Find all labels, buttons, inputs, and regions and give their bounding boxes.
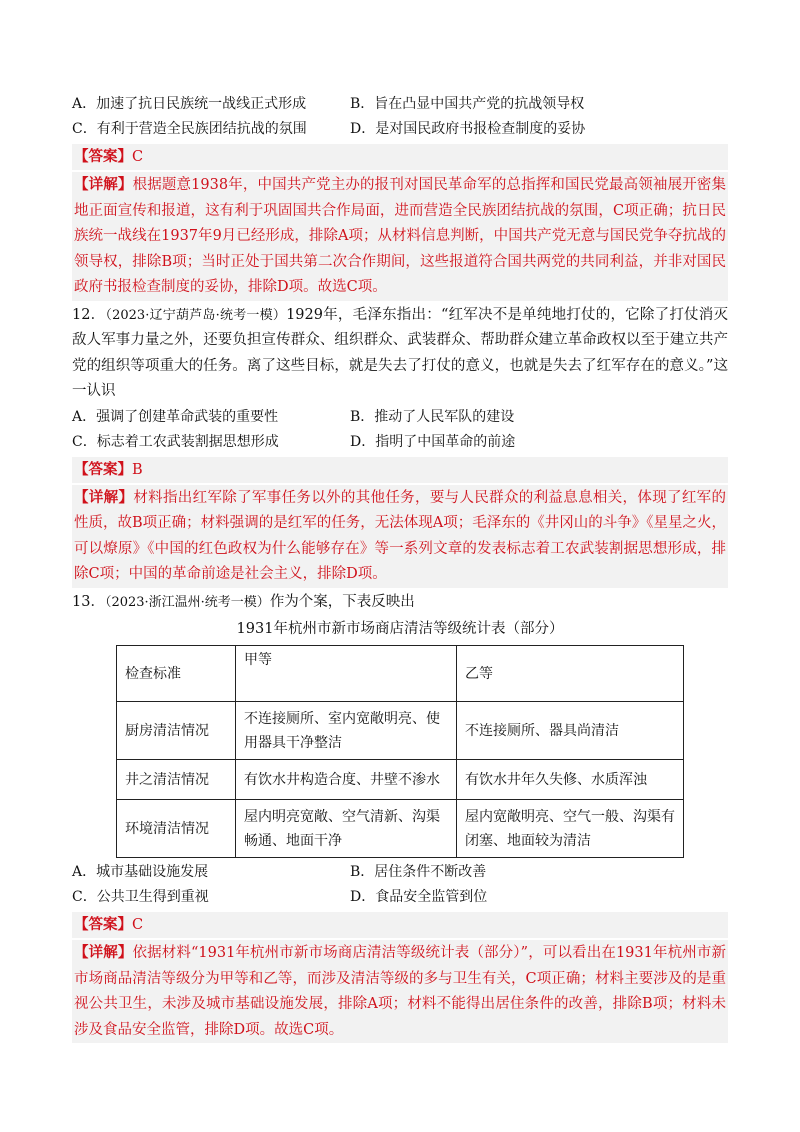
q11-option-b: B．旨在凸显中国共产党的抗战领导权: [350, 96, 585, 112]
q11-option-c: C．有利于营造全民族团结抗战的氛围: [72, 121, 307, 137]
q12-option-a: A．强调了创建革命武装的重要性: [72, 408, 279, 425]
q11-answer: [72, 144, 728, 170]
q12-option-c: C．标志着工农武装割据思想形成: [72, 433, 279, 450]
answer-value: C: [132, 149, 144, 165]
q12-options: [72, 405, 728, 455]
q12-option-b: B．推动了人民军队的建设: [350, 408, 515, 425]
q12-option-d: D．指明了中国革命的前途: [350, 433, 516, 450]
question-text: 1929年，毛泽东指出：“红军决不是单纯地打仗的，它除了打仗消灭敌人军事力量之外，还要负担宣传群众、组织群众、武装群众、帮助群众建立革命政权以至于建立共产党的组织等项重大的任务。离了这些目标，就是失去了打仗的意义，也就是失去了红军存在的意义。”这一认识: [72, 306, 728, 399]
detail-label: 【详解】: [74, 488, 134, 506]
q13-option-a: A．城市基础设施发展: [72, 864, 209, 880]
table-cell: 屋内宽敞明亮、空气一般、沟渠有闭塞、地面较为清洁: [457, 800, 684, 858]
table-header-row: [117, 646, 684, 702]
q13-detail: [72, 940, 728, 1043]
detail-label: 【详解】: [74, 944, 133, 961]
question-source: （2023·浙江温州·统考一模）: [104, 594, 270, 610]
table-header-cell: 检查标准: [117, 646, 236, 702]
question-source: （2023·辽宁葫芦岛·统考一模）: [105, 307, 287, 323]
detail-label: 【详解】: [74, 176, 133, 193]
table-cell: 井之清洁情况: [117, 760, 236, 800]
question-text: 作为个案，下表反映出: [269, 593, 415, 610]
answer-value: B: [132, 461, 143, 478]
table-header-cell: 乙等: [457, 646, 684, 702]
table-cell: 厨房清洁情况: [117, 702, 236, 760]
answer-label: 【答案】: [74, 148, 132, 165]
q12-detail: [72, 485, 728, 588]
q13-answer: [72, 912, 728, 938]
table-cell: 不连接厕所、室内宽敞明亮、使用器具干净整洁: [236, 702, 457, 760]
q13-option-d: D．食品安全监管到位: [350, 889, 488, 905]
table-row: [117, 760, 684, 800]
cleanliness-table: [116, 645, 684, 858]
document-page: [72, 92, 728, 1045]
table-cell: 有饮水井构造合度、井壁不渗水: [236, 760, 457, 800]
table-row: [117, 702, 684, 760]
answer-label: 【答案】: [74, 460, 132, 478]
q11-option-a: A．加速了抗日民族统一战线正式形成: [72, 96, 307, 112]
detail-text: 根据题意1938年，中国共产党主办的报刊对国民革命军的总指挥和国民党最高领袖展开密集地正面宣传和报道，这有利于巩固国共合作局面，进而营造全民族团结抗战的氛围，C项正确；抗日民族统一战线在1937年9月已经形成，排除A项；从材料信息判断，中国共产党无意与国民党争夺抗战的领导权，排除B项；当时正处于国共第二次合作期间，这些报道符合国共两党的共同利益，并非对国民政府书报检查制度的妥协，排除D项。故选C项。: [74, 177, 727, 295]
q11-options: [72, 92, 728, 142]
table-cell: 有饮水井年久失修、水质浑浊: [457, 760, 684, 800]
detail-text: 材料指出红军除了军事任务以外的其他任务，要与人民群众的利益息息相关，体现了红军的性质，故B项正确；材料强调的是红军的任务，无法体现A项；毛泽东的《井冈山的斗争》《星星之火，可以燎原》《中国的红色政权为什么能够存在》等一系列文章的发表标志着工农武装割据思想形成，排除C项；中国的革命前途是社会主义，排除D项。: [74, 489, 727, 582]
q12-stem: [72, 303, 728, 405]
table-caption: 1931年杭州市新市场商店清洁等级统计表（部分）: [236, 621, 564, 637]
table-cell: 屋内明亮宽敞、空气清新、沟渠畅通、地面干净: [236, 800, 457, 858]
q11-detail: [72, 172, 728, 301]
table-cell: 环境清洁情况: [117, 800, 236, 858]
question-number: 12．: [72, 306, 106, 323]
table-row: [117, 800, 684, 858]
table-header-cell: 甲等: [236, 646, 457, 702]
answer-value: C: [132, 917, 144, 933]
q13-option-b: B．居住条件不断改善: [350, 864, 487, 880]
answer-label: 【答案】: [74, 916, 132, 933]
table-cell: 不连接厕所、器具尚清洁: [457, 702, 684, 760]
q12-answer: [72, 457, 728, 483]
detail-text: 依据材料“1931年杭州市新市场商店清洁等级统计表（部分）”，可以看出在1931年杭州市新市场商品清洁等级分为甲等和乙等，而涉及清洁等级的多与卫生有关，C项正确；材料主要涉及的是重视公共卫生，未涉及城市基础设施发展，排除A项；材料不能得出居住条件的改善，排除B项；材料未涉及食品安全监管，排除D项。故选C项。: [74, 945, 726, 1038]
q13-stem: [72, 590, 728, 616]
question-number: 13．: [72, 593, 105, 610]
q13-options: [72, 860, 728, 910]
q13-option-c: C．公共卫生得到重视: [72, 889, 209, 905]
q11-option-d: D．是对国民政府书报检查制度的妥协: [350, 121, 586, 137]
